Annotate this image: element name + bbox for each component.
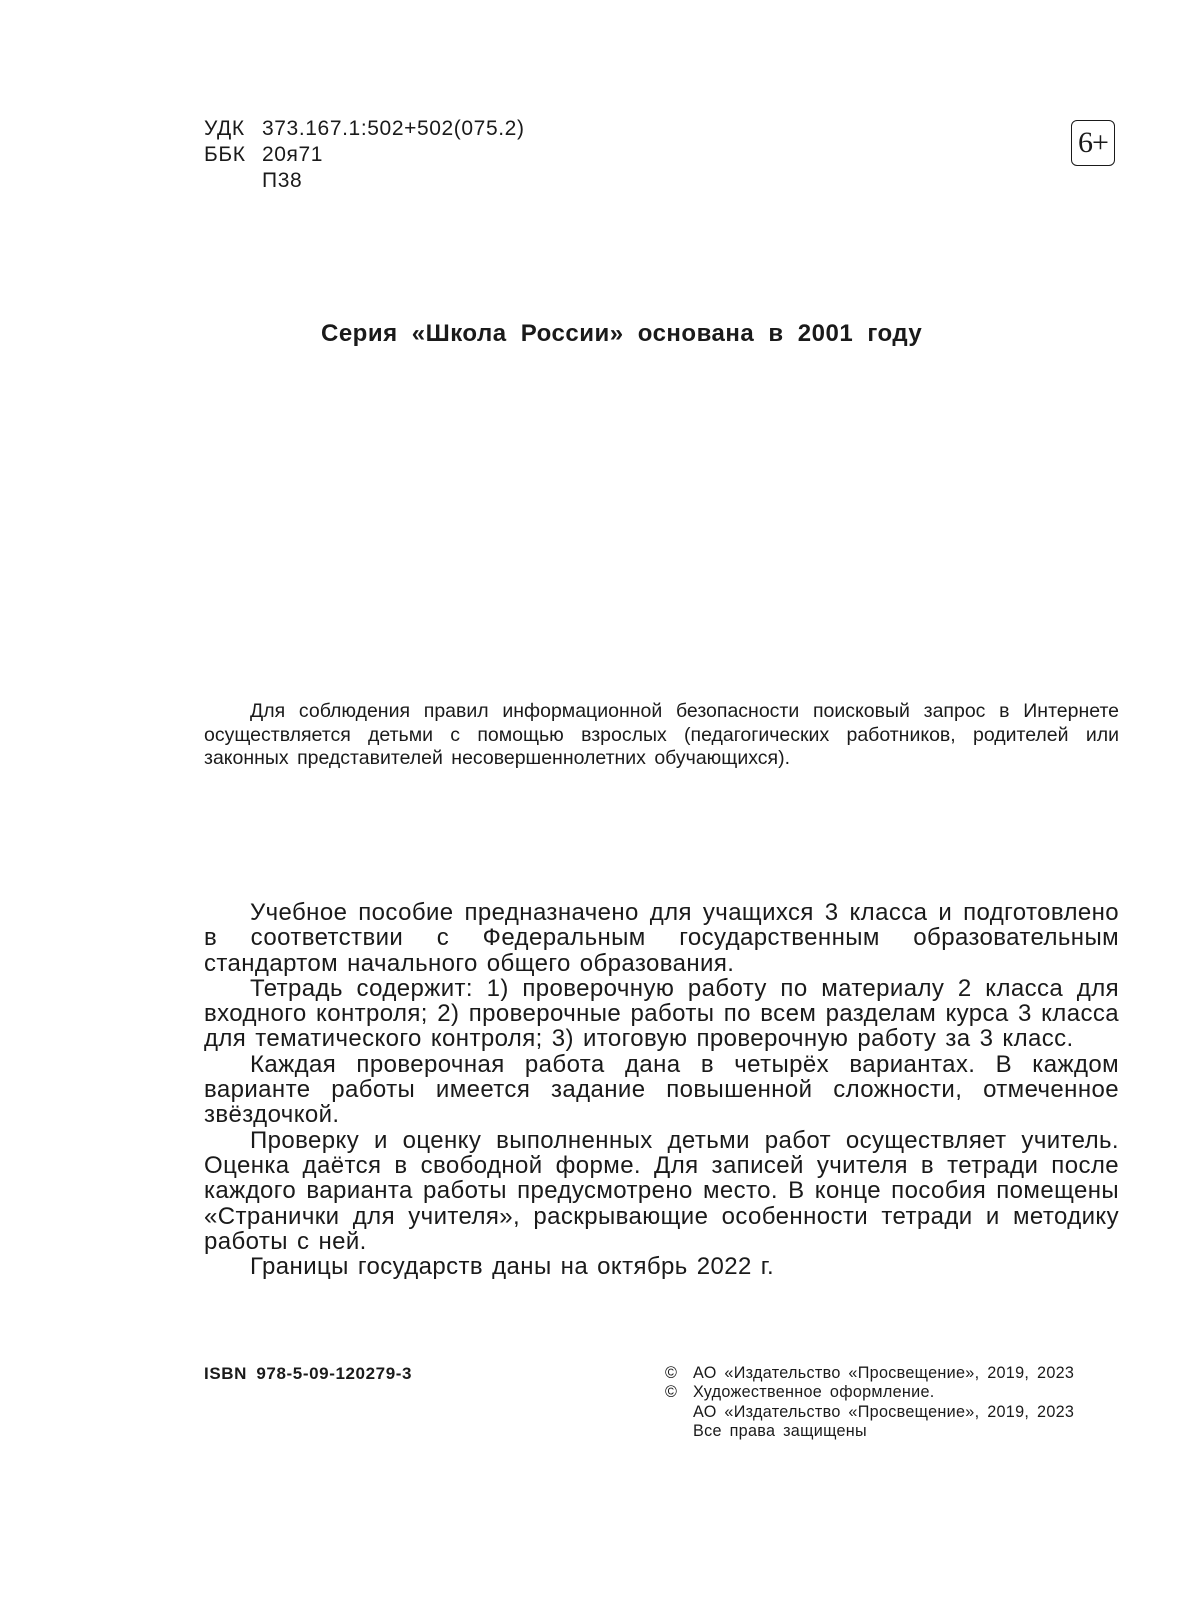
copyright-symbol: © (665, 1364, 678, 1382)
copyright-line (665, 1403, 1119, 1422)
copyright-line (665, 1383, 1119, 1402)
bbk-label: ББК (204, 143, 246, 166)
series-line: Серия «Школа России» основана в 2001 году (321, 320, 923, 347)
rights-reserved: Все права защищены (693, 1422, 867, 1441)
annotation (204, 900, 1119, 1279)
copyright-line (665, 1364, 1119, 1383)
copyright-block (665, 1364, 1119, 1442)
author-mark: П38 (262, 169, 303, 192)
annotation-paragraph: Каждая проверочная работа дана в четырёх вариантах. В каждом варианте работы имеется задание повышенной сложности, отмеченное звёздочкой. (204, 1050, 1119, 1129)
copyright-publisher: АО «Издательство «Просвещение», 2019, 2023 (693, 1364, 1075, 1382)
isbn: ISBN 978-5-09-120279-3 (204, 1364, 413, 1383)
bbk-row (204, 142, 525, 168)
author-mark-row (204, 168, 525, 194)
copyright-symbol: © (665, 1383, 678, 1402)
bbk-value: 20я71 (262, 143, 324, 166)
udk-label: УДК (204, 117, 245, 140)
copyright-design: Художественное оформление. (693, 1383, 935, 1402)
annotation-paragraph: Границы государств даны на октябрь 2022 г. (250, 1253, 775, 1281)
classification-block (204, 116, 525, 194)
internet-safety-notice-text: Для соблюдения правил информационной безопасности поисковый запрос в Интернете осуществляется детьми с помощью взрослых (педагогических работников, родителей или законных представителей несовершеннолетних обучающихся). (204, 700, 1119, 769)
udk-value: 373.167.1:502+502(075.2) (262, 117, 525, 140)
annotation-paragraph: Проверку и оценку выполненных детьми работ осуществляет учитель. Оценка даётся в свободной форме. Для записей учителя в тетради после каждого варианта работы предусмотрено место. В конце пособия помещены «Странички для учителя», раскрывающие особенности тетради и методику работы с ней. (204, 1126, 1119, 1255)
annotation-paragraph: Учебное пособие предназначено для учащихся 3 класса и подготовлено в соответствии с Федеральным государственным образовательным стандартом начального общего образования. (204, 899, 1119, 977)
internet-safety-notice (204, 700, 1119, 771)
copyright-line (665, 1422, 1119, 1441)
udk-row (204, 116, 525, 142)
copyright-design-publisher: АО «Издательство «Просвещение», 2019, 2023 (693, 1402, 1075, 1421)
age-rating-badge: 6+ (1071, 120, 1115, 166)
annotation-paragraph: Тетрадь содержит: 1) проверочную работу по материалу 2 класса для входного контроля; 2) проверочные работы по всем разделам курса 3 класса для тематического контроля; 3) итоговую проверочную работу за 3 класс. (204, 974, 1119, 1053)
